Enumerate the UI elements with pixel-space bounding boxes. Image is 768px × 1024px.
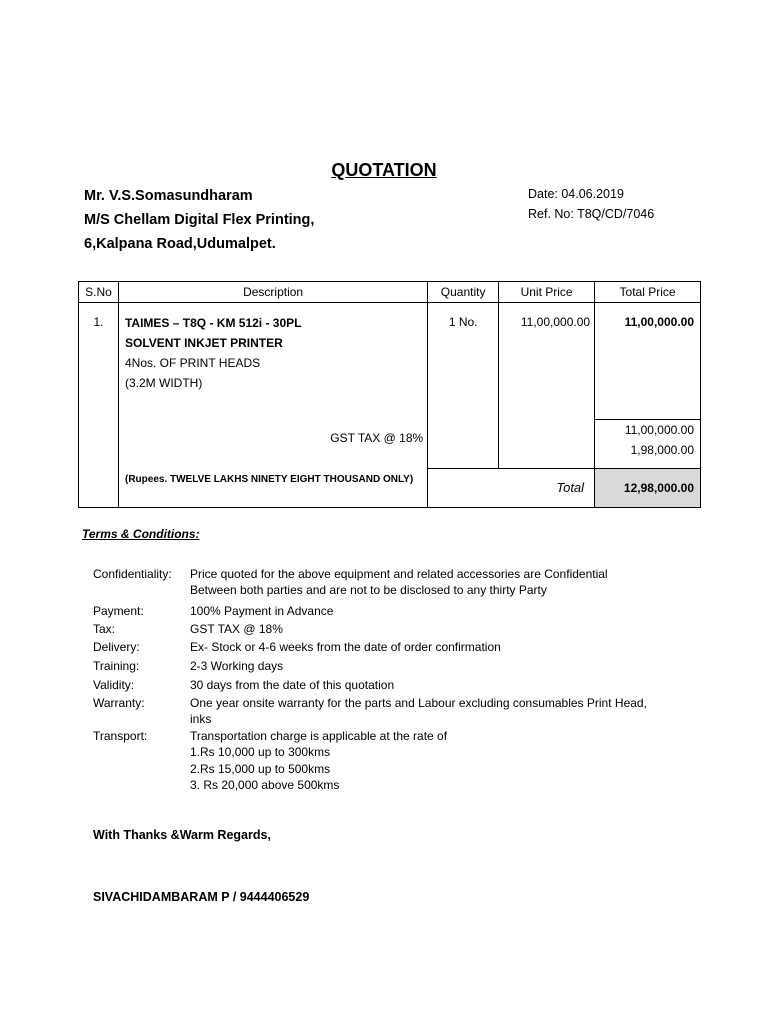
header-quantity: Quantity — [428, 282, 499, 303]
desc-line-4: (3.2M WIDTH) — [124, 376, 203, 390]
terms-heading: Terms & Conditions: — [82, 527, 200, 541]
term-label: Transport: — [93, 729, 148, 743]
desc-line-2: SOLVENT INKJET PRINTER — [124, 336, 283, 350]
row-total-price: 11,00,000.00 — [595, 303, 700, 420]
row-total-cell — [595, 303, 701, 469]
quotation-table — [78, 281, 701, 508]
subtotal-amount: 11,00,000.00 — [624, 423, 694, 437]
term-value: GST TAX @ 18% — [190, 622, 283, 636]
closing-text: With Thanks &Warm Regards, — [93, 828, 271, 842]
addressee-company: M/S Chellam Digital Flex Printing, — [84, 212, 315, 228]
table-row — [79, 303, 701, 469]
term-value: Between both parties and are not to be disclosed to any thirty Party — [190, 583, 547, 597]
gst-label: GST TAX @ 18% — [330, 431, 424, 445]
row-quantity: 1 No. — [428, 303, 499, 469]
table-header-row — [79, 282, 701, 303]
term-label: Delivery: — [93, 640, 140, 654]
reference-number: Ref. No: T8Q/CD/7046 — [528, 207, 655, 221]
term-label: Confidentiality: — [93, 567, 172, 581]
desc-line-1: TAIMES – T8Q - KM 512i - 30PL — [124, 316, 302, 330]
term-value: 1.Rs 10,000 up to 300kms — [190, 745, 331, 759]
term-label: Warranty: — [93, 696, 145, 710]
term-value: 100% Payment in Advance — [190, 604, 334, 618]
row-sno: 1. — [79, 303, 119, 508]
term-value: 3. Rs 20,000 above 500kms — [190, 778, 340, 792]
term-label: Tax: — [93, 622, 116, 636]
term-value: One year onsite warranty for the parts and Labour excluding consumables Print Head, — [190, 696, 647, 710]
addressee-address: 6,Kalpana Road,Udumalpet. — [84, 236, 276, 252]
term-value: 2.Rs 15,000 up to 500kms — [190, 762, 331, 776]
row-description — [118, 303, 427, 469]
header-sno: S.No — [79, 282, 119, 303]
term-value: Price quoted for the above equipment and related accessories are Confidential — [190, 567, 608, 581]
table-total-row — [79, 468, 701, 507]
term-label: Validity: — [93, 678, 135, 692]
term-label: Payment: — [93, 604, 144, 618]
header-description: Description — [118, 282, 427, 303]
term-value: Ex- Stock or 4-6 weeks from the date of order confirmation — [190, 640, 501, 654]
desc-line-3: 4Nos. OF PRINT HEADS — [124, 356, 261, 370]
term-value: 2-3 Working days — [190, 659, 284, 673]
header-total-price: Total Price — [595, 282, 701, 303]
amount-in-words: (Rupees. TWELVE LAKHS NINETY EIGHT THOUSAND ONLY) — [118, 468, 427, 507]
term-value: inks — [190, 712, 212, 726]
term-value: Transportation charge is applicable at the rate of — [190, 729, 448, 743]
term-label: Training: — [93, 659, 140, 673]
signature: SIVACHIDAMBARAM P / 9444406529 — [93, 890, 310, 904]
term-value: 30 days from the date of this quotation — [190, 678, 395, 692]
quotation-date: Date: 04.06.2019 — [528, 187, 624, 201]
gst-amount: 1,98,000.00 — [630, 443, 694, 457]
grand-total: 12,98,000.00 — [595, 468, 701, 507]
header-unit-price: Unit Price — [499, 282, 595, 303]
page-title: QUOTATION — [331, 160, 437, 180]
addressee-name: Mr. V.S.Somasundharam — [84, 188, 253, 204]
row-unit-price: 11,00,000.00 — [499, 303, 595, 469]
total-label: Total — [428, 468, 595, 507]
